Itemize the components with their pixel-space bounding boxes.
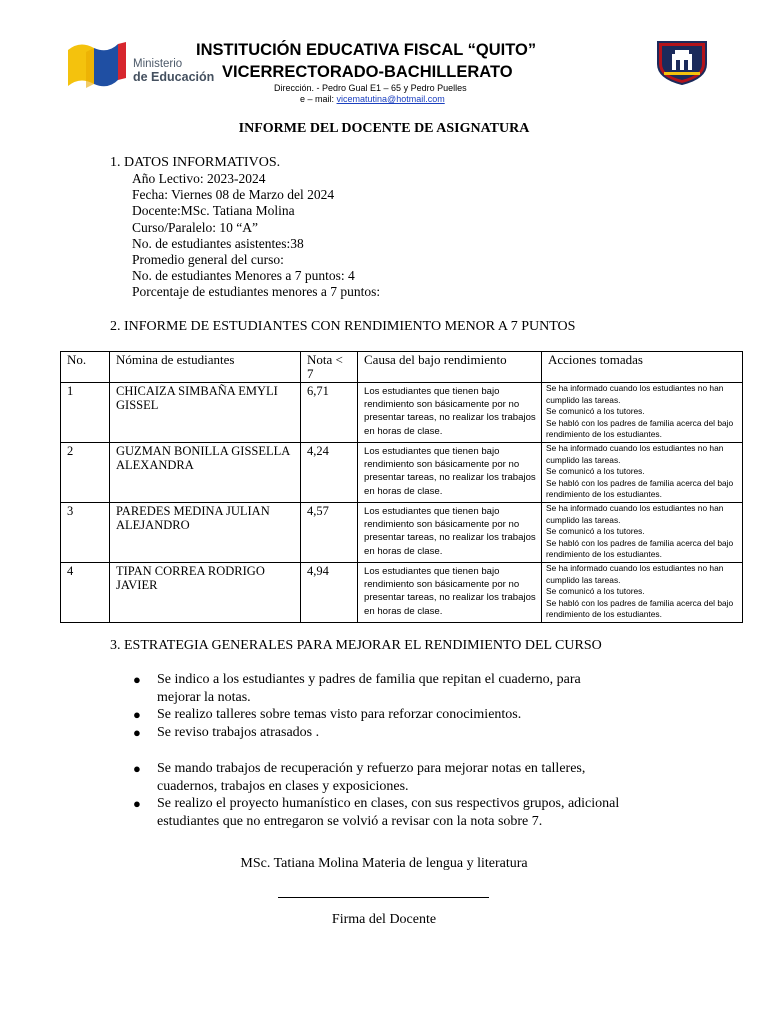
table-header-row [61,352,743,383]
col-header-grade: Nota < 7 [301,352,358,383]
cell-no: 4 [61,563,110,623]
school-crest [654,38,710,86]
cell-actions [542,383,743,443]
info-line: No. de estudiantes Menores a 7 puntos: 4 [132,268,355,284]
cell-cause: Los estudiantes que tienen bajo rendimiento son básicamente por no presentar tareas, no realizar los trabajos en horas de clase. [358,383,542,443]
info-line: Curso/Paralelo: 10 “A” [132,219,258,235]
action-line: Se ha informado cuando los estudiantes no han cumplido las tareas. [546,443,724,465]
cell-student-name: CHICAIZA SIMBAÑA EMYLI GISSEL [110,383,301,443]
institution-name: INSTITUCIÓN EDUCATIVA FISCAL “QUITO” [196,41,537,59]
col-header-actions: Acciones tomadas [542,352,743,383]
info-line: No. de estudiantes asistentes:38 [132,235,304,251]
report-title: INFORME DEL DOCENTE DE ASIGNATURA [238,121,530,136]
cell-no: 3 [61,503,110,563]
info-line: Fecha: Viernes 08 de Marzo del 2024 [132,187,335,203]
cell-grade: 4,94 [301,563,358,623]
table-row [61,443,743,503]
action-line: Se comunicó a los tutores. [546,526,645,537]
info-line: Promedio general del curso: [132,252,284,268]
table-row [61,503,743,563]
list-item: ● Se realizo talleres sobre temas visto para reforzar conocimientos. [133,707,522,722]
strategy-list-2 [133,760,657,830]
cell-no: 1 [61,383,110,443]
cell-cause: Los estudiantes que tienen bajo rendimiento son básicamente por no presentar tareas, no realizar los trabajos en horas de clase. [358,503,542,563]
action-line: Se ha informado cuando los estudiantes no han cumplido las tareas. [546,563,724,585]
cell-no: 2 [61,443,110,503]
action-line: Se comunicó a los tutores. [546,406,645,417]
action-line: Se comunicó a los tutores. [546,466,645,477]
institution-address: Dirección. - Pedro Gual E1 – 65 y Pedro Puelles [274,83,467,93]
col-header-cause: Causa del bajo rendimiento [358,352,542,383]
signature-name: MSc. Tatiana Molina Materia de lengua y literatura [240,856,528,871]
col-header-no: No. [61,352,110,383]
cell-actions [542,503,743,563]
action-line: Se habló con los padres de familia acerca del bajo rendimiento de los estudiantes. [546,417,734,440]
school-crest-icon [654,38,710,86]
institution-email: e – mail: vicematutina@hotmail.com [300,94,445,104]
cell-student-name: PAREDES MEDINA JULIAN ALEJANDRO [110,503,301,563]
department-name: VICERRECTORADO-BACHILLERATO [222,63,513,81]
strategy-list-1 [133,671,627,741]
bullet-icon: ● [133,724,141,740]
table-row [61,383,743,443]
table-row [61,563,743,623]
cell-student-name: TIPAN CORREA RODRIGO JAVIER [110,563,301,623]
list-item: ● Se reviso trabajos atrasados . [133,724,320,740]
info-line: Año Lectivo: 2023-2024 [132,171,266,186]
info-line: Docente:MSc. Tatiana Molina [132,203,295,219]
students-table [60,351,743,623]
cell-grade: 4,57 [301,503,358,563]
cell-actions [542,443,743,503]
info-block [132,171,380,301]
info-line: Porcentaje de estudiantes menores a 7 puntos: [132,284,381,300]
bullet-icon: ● [133,796,141,811]
cell-actions [542,563,743,623]
list-item: ● Se mando trabajos de recuperación y refuerzo para mejorar notas en talleres, cuadernos, trabajos en clases y exposiciones. [133,761,586,794]
bullet-icon: ● [133,761,141,776]
cell-grade: 6,71 [301,383,358,443]
col-header-name: Nómina de estudiantes [110,352,301,383]
email-link[interactable]: vicematutina@hotmail.com [336,94,445,104]
list-item: ● Se realizo el proyecto humanístico en clases, con sus respectivos grupos, adicional estudiantes que no entregaron se volvió a revisar con la nota sobre 7. [133,796,620,829]
list-item: ● Se indico a los estudiantes y padres de familia que repitan el cuaderno, para mejorar la notas. [133,672,581,705]
action-line: Se habló con los padres de familia acerca del bajo rendimiento de los estudiantes. [546,597,734,620]
action-line: Se ha informado cuando los estudiantes no han cumplido las tareas. [546,383,724,405]
section-3-heading: 3. ESTRATEGIA GENERALES PARA MEJORAR EL RENDIMIENTO DEL CURSO [110,638,602,653]
cell-student-name: GUZMAN BONILLA GISSELLA ALEXANDRA [110,443,301,503]
signature-label: Firma del Docente [331,912,437,927]
action-line: Se ha informado cuando los estudiantes no han cumplido las tareas. [546,503,724,525]
action-line: Se habló con los padres de familia acerca del bajo rendimiento de los estudiantes. [546,537,734,560]
section-2-heading: 2. INFORME DE ESTUDIANTES CON RENDIMIENTO MENOR A 7 PUNTOS [110,319,576,334]
cell-grade: 4,24 [301,443,358,503]
cell-cause: Los estudiantes que tienen bajo rendimiento son básicamente por no presentar tareas, no realizar los trabajos en horas de clase. [358,563,542,623]
ministry-flag-icon [66,40,128,96]
cell-cause: Los estudiantes que tienen bajo rendimiento son básicamente por no presentar tareas, no realizar los trabajos en horas de clase. [358,443,542,503]
action-line: Se habló con los padres de familia acerca del bajo rendimiento de los estudiantes. [546,477,734,500]
ministry-logo [66,40,216,96]
bullet-icon: ● [133,707,141,722]
action-line: Se comunicó a los tutores. [546,586,645,597]
bullet-icon: ● [133,672,141,687]
ministry-logo-text: Ministerio de Educación [133,58,215,84]
section-1-heading: 1. DATOS INFORMATIVOS. [110,155,281,170]
signature-line [278,897,489,898]
